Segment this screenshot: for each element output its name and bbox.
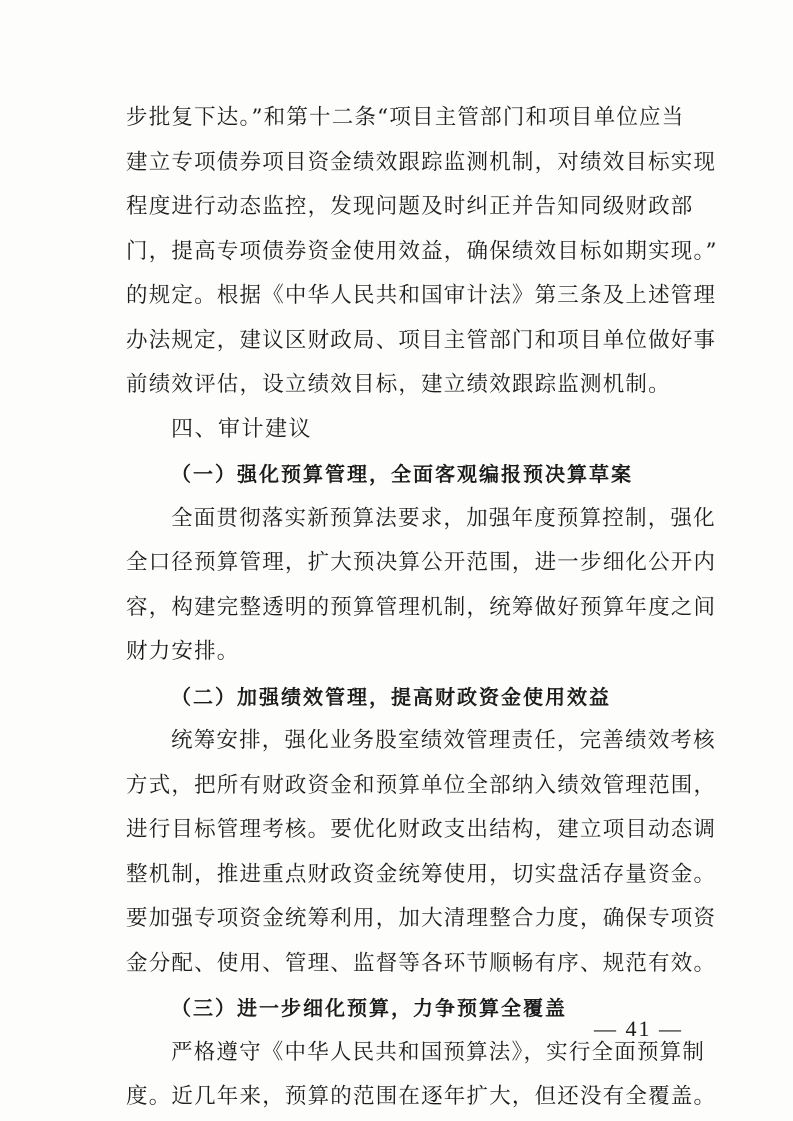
paragraph-line: 建立专项债券项目资金绩效跟踪监测机制，对绩效目标实现 bbox=[126, 150, 717, 175]
paragraph-line: 整机制，推进重点财政资金统筹使用，切实盘活存量资金。 bbox=[126, 862, 717, 887]
subsection-heading: （二）加强绩效管理，提高财政资金使用效益 bbox=[171, 685, 611, 709]
paragraph-line: 程度进行动态监控，发现问题及时纠正并告知同级财政部 bbox=[126, 194, 694, 219]
subsection-heading: （一）强化预算管理，全面客观编报预决算草案 bbox=[171, 462, 633, 486]
paragraph-line: 的规定。根据《中华人民共和国审计法》第三条及上述管理 bbox=[126, 283, 717, 308]
paragraph-line: 要加强专项资金统筹利用，加大清理整合力度，确保专项资 bbox=[126, 906, 717, 931]
paragraph-line: 财力安排。 bbox=[126, 639, 240, 664]
paragraph-line: 办法规定，建议区财政局、项目主管部门和项目单位做好事 bbox=[126, 328, 717, 353]
paragraph-line: 容，构建完整透明的预算管理机制，统筹做好预算年度之间 bbox=[126, 595, 717, 620]
paragraph-line: 方式，把所有财政资金和预算单位全部纳入绩效管理范围， bbox=[126, 773, 717, 798]
paragraph-line: 严格遵守《中华人民共和国预算法》，实行全面预算制 bbox=[171, 1040, 706, 1065]
paragraph-line: 统筹安排，强化业务股室绩效管理责任，完善绩效考核 bbox=[171, 728, 716, 753]
paragraph-line: 进行目标管理考核。要优化财政支出结构，建立项目动态调 bbox=[126, 817, 717, 842]
paragraph-line: 金分配、使用、管理、监督等各环节顺畅有序、规范有效。 bbox=[126, 951, 717, 976]
paragraph-line: 前绩效评估，设立绩效目标，建立绩效跟踪监测机制。 bbox=[126, 372, 671, 397]
paragraph-line: 全面贯彻落实新预算法要求，加强年度预算控制，强化 bbox=[171, 506, 716, 531]
paragraph-line: 度。近几年来，预算的范围在逐年扩大，但还没有全覆盖。 bbox=[126, 1084, 717, 1109]
page-number: — 41 — bbox=[594, 1016, 683, 1041]
paragraph-line: 门，提高专项债券资金使用效益，确保绩效目标如期实现。” bbox=[126, 239, 718, 264]
section-heading: 四、审计建议 bbox=[171, 417, 313, 442]
subsection-heading: （三）进一步细化预算，力争预算全覆盖 bbox=[171, 996, 567, 1020]
paragraph-line: 全口径预算管理，扩大预决算公开范围，进一步细化公开内 bbox=[126, 550, 717, 575]
paragraph-line: 步批复下达。”和第十二条“项目主管部门和项目单位应当 bbox=[126, 105, 685, 130]
